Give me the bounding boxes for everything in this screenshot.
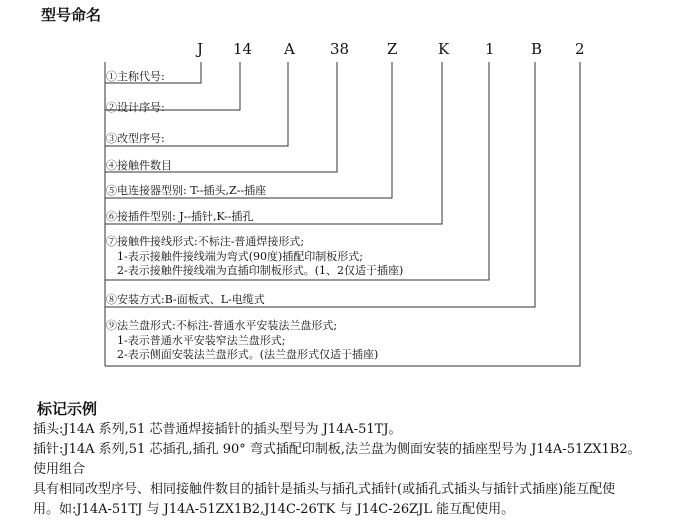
field-termination-option-1: 1-表示接触件接线端为弯式(90度)插配印制板形式; bbox=[117, 250, 364, 263]
usage-paragraph-line-2: 用。如:J14A-51TJ 与 J14A-51ZX1B2,J14C-26TK 与 J14C-26ZJL 能互配使用。 bbox=[33, 502, 515, 517]
example-plug: 插头:J14A 系列,51 芯普通焊接插针的插头型号为 J14A-51TJ。 bbox=[33, 422, 402, 437]
field-flange-option-1: 1-表示普通水平安装窄法兰盘形式; bbox=[117, 334, 286, 347]
example-heading: 标记示例 bbox=[37, 400, 98, 418]
code-char-flange: 2 bbox=[575, 40, 585, 58]
code-char-contacts: 38 bbox=[330, 40, 350, 58]
field-termination-option-2: 2-表示接触件接线端为直插印制板形式。(1、2仅适于插座) bbox=[117, 264, 404, 277]
field-connector-type: ⑤电连接器型别: T--插头,Z--插座 bbox=[106, 184, 267, 197]
field-flange-option-2: 2-表示侧面安装法兰盘形式。(法兰盘形式仅适于插座) bbox=[117, 348, 379, 361]
example-socket: 插针:J14A 系列,51 芯插孔,插孔 90° 弯式插配印制板,法兰盘为侧面安装的插座型号为 J14A-51ZX1B2。 bbox=[33, 442, 641, 457]
usage-paragraph-line-1: 具有相同改型序号、相同接触件数目的插针是插头与插孔式插针(或插孔式插头与插针式插座)能互配使 bbox=[33, 482, 616, 497]
field-flange: ⑨法兰盘形式:不标注-普通水平安装法兰盘形式; bbox=[106, 319, 338, 332]
field-mounting: ⑧安装方式:B-面板式、L-电缆式 bbox=[106, 293, 265, 306]
code-char-main: J bbox=[197, 40, 204, 58]
code-char-design: 14 bbox=[233, 40, 253, 58]
field-pin-type: ⑥接插件型别: J--插针,K--插孔 bbox=[106, 210, 254, 223]
usage-heading: 使用组合 bbox=[33, 462, 86, 477]
code-char-termination: 1 bbox=[485, 40, 495, 58]
field-revision-number: ③改型序号: bbox=[106, 132, 165, 145]
code-char-pin-type: K bbox=[438, 40, 450, 58]
code-char-mounting: B bbox=[531, 40, 543, 58]
field-design-number: ②设计序号: bbox=[106, 101, 165, 114]
field-termination: ⑦接触件接线形式:不标注-普通焊接形式; bbox=[106, 235, 305, 248]
field-contact-count: ④接触件数目 bbox=[106, 159, 172, 172]
field-main-code: ①主称代号: bbox=[106, 70, 165, 83]
page-title: 型号命名 bbox=[41, 6, 102, 24]
code-char-connector-type: Z bbox=[387, 40, 398, 58]
code-char-revision: A bbox=[284, 40, 295, 58]
